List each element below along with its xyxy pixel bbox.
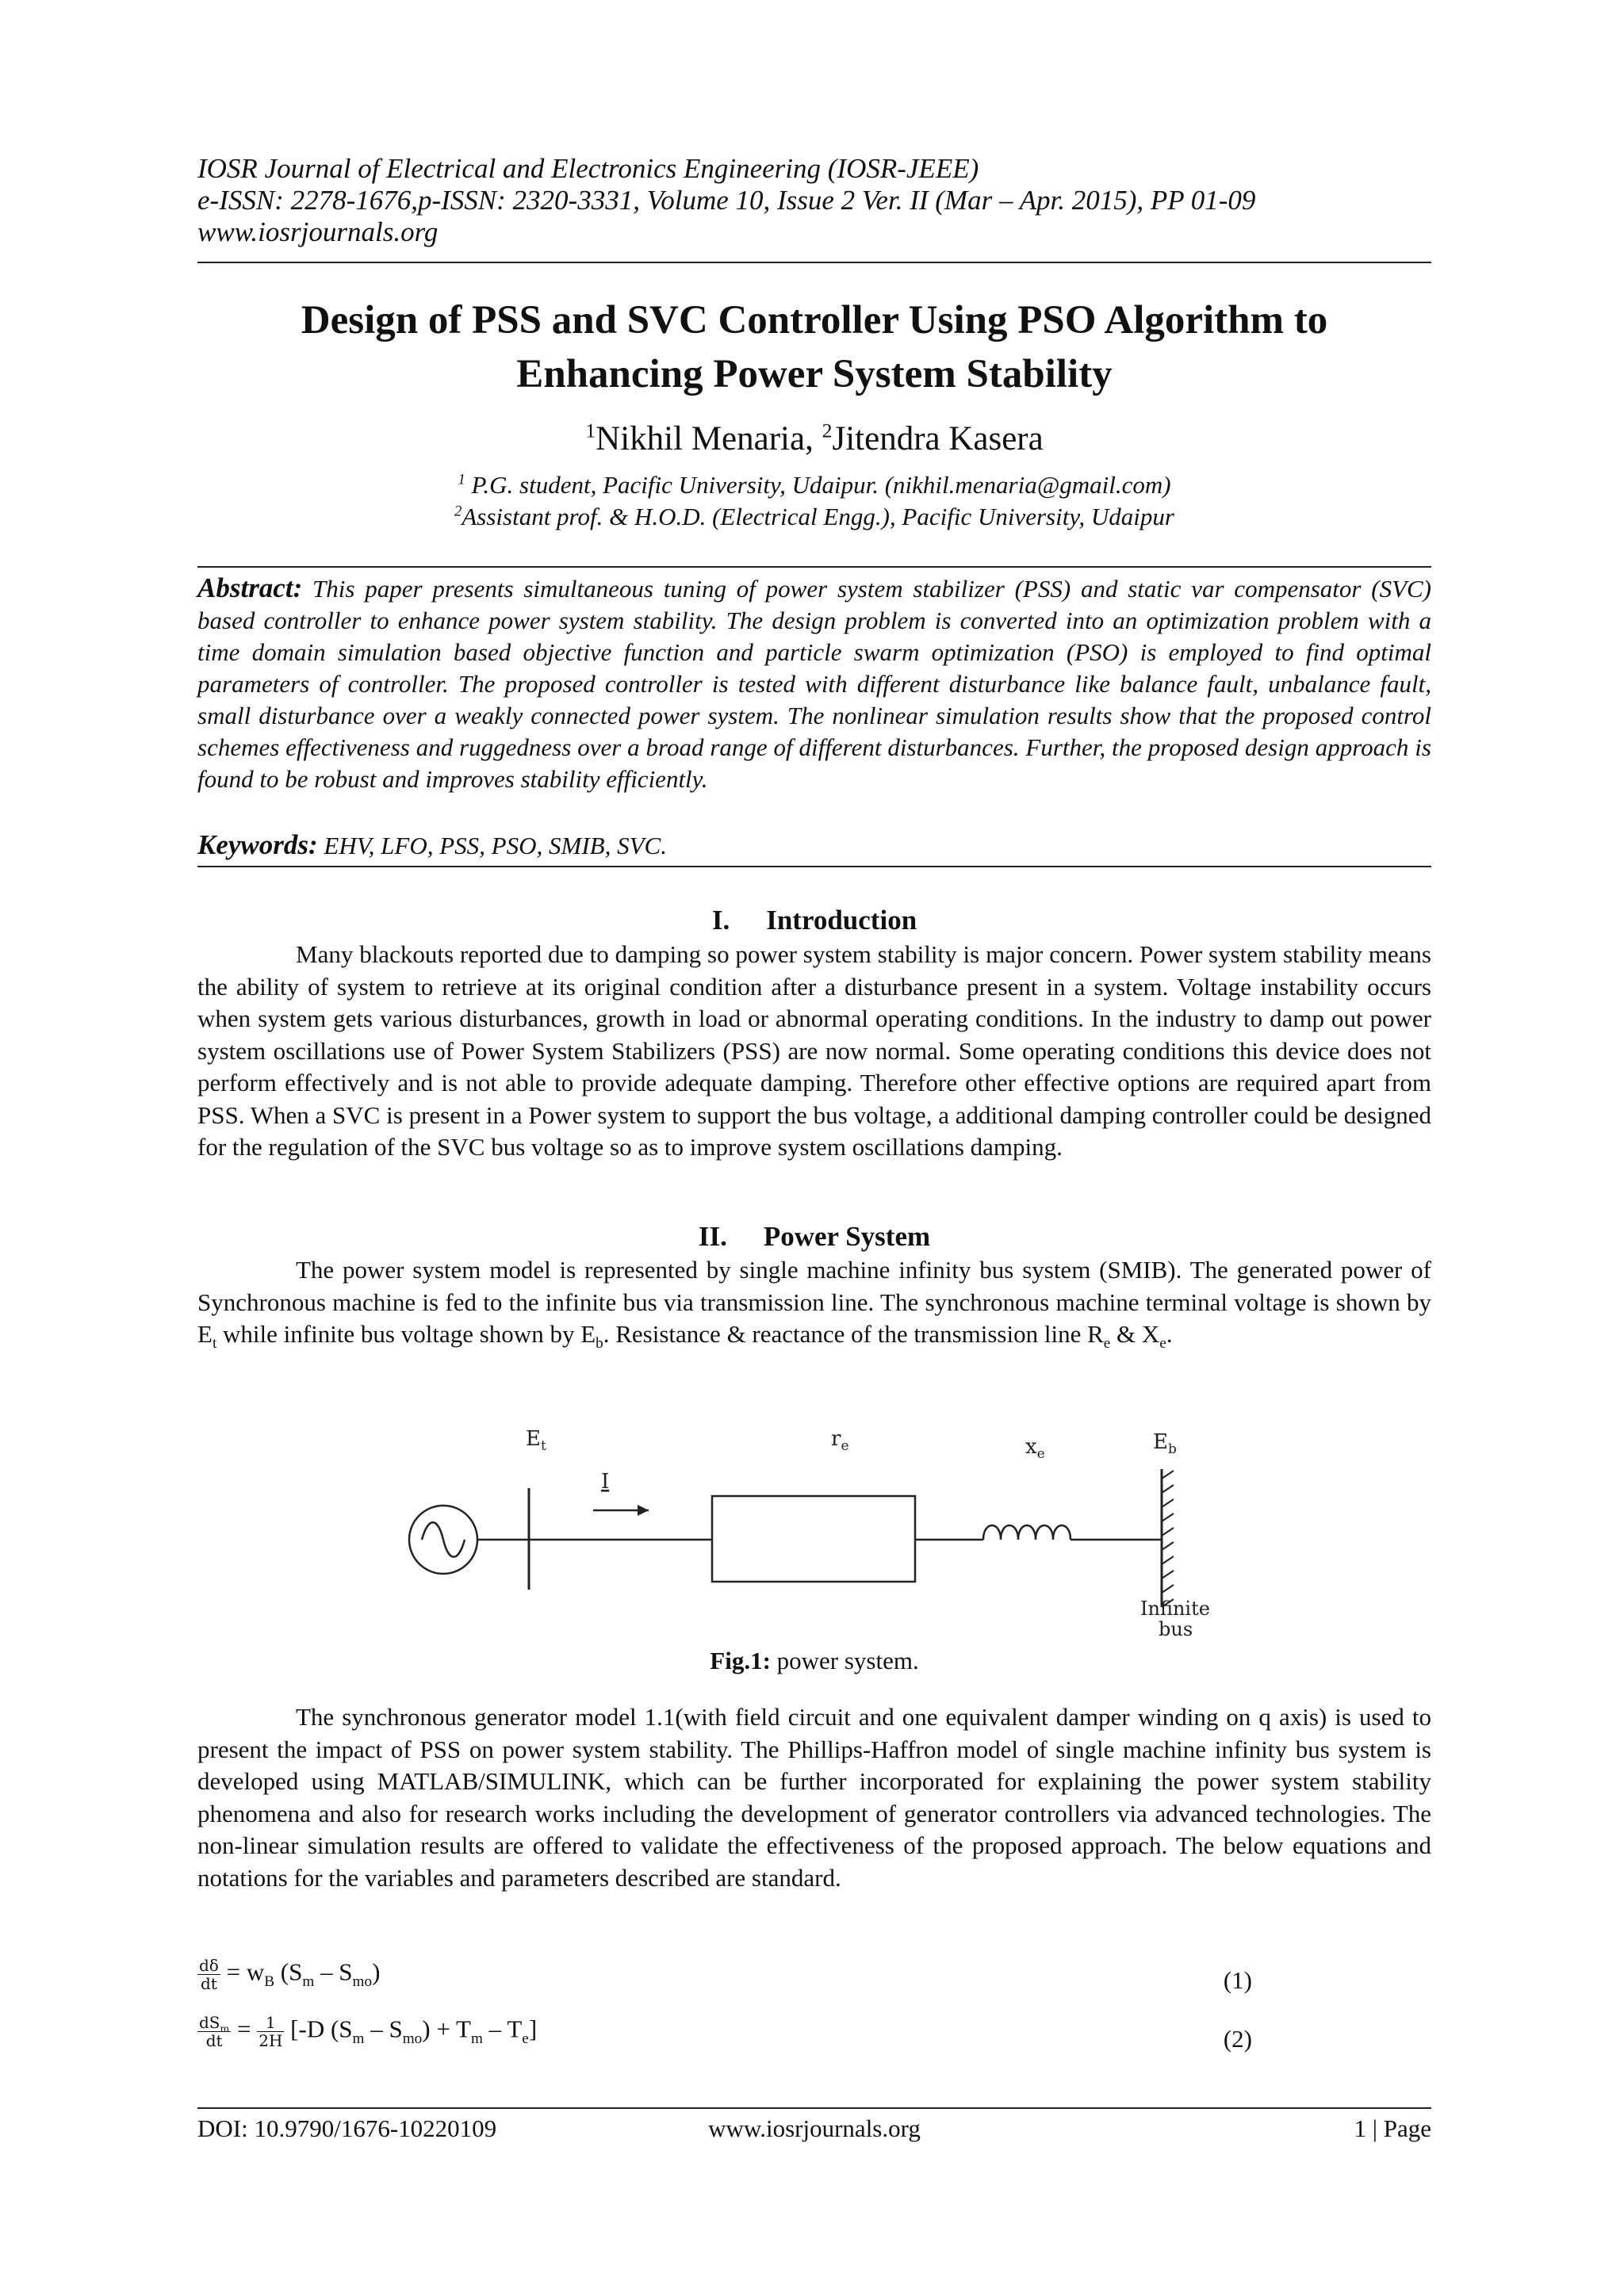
introduction-text: Many blackouts reported due to damping so power system stability is major concern. Power system stability means the ability of system to retrieve at its original condition after a disturbance present in a system. Voltage instability occurs when system gets various disturbances, growth in load or abnormal operating conditions. In the industry to damp out power system oscillations use of Power System Stabilizers (PSS) are now normal. Some operating conditions this device does not perform effectively and is not able to provide adequate damping. Therefore other effective options are required apart from PSS. When a SVC is present in a Power system to support the bus voltage, a additional damping controller could be designed for the regulation of the SVC bus voltage so as to improve system oscillations damping. xyxy=(197,940,1431,1161)
label-current: I xyxy=(601,1470,610,1494)
figure-caption-text: power system. xyxy=(770,1647,919,1674)
reactance-coil xyxy=(983,1525,1071,1540)
paper-title xyxy=(197,293,1431,401)
section-title: Power System xyxy=(763,1221,931,1252)
label-infinite: Infinite xyxy=(1140,1598,1210,1620)
footer-doi: DOI: 10.9790/1676-10220109 xyxy=(197,2114,497,2142)
author-2-marker: 2 xyxy=(822,419,833,442)
abstract-text: This paper presents simultaneous tuning of power system stabilizer (PSS) and static var compensator (SVC) based controller to enhance power system stability. The design problem is converted into an optimization problem with a time domain simulation based objective function and particle swarm optimization (PSO) is employed to find optimal parameters of controller. The proposed controller is tested with different disturbance like balance fault, unbalance fault, small disturbance over a weakly connected power system. The nonlinear simulation results show that the proposed control schemes effectiveness and ruggedness over a broad range of different disturbances. Further, the proposed design approach is found to be robust and improves stability efficiently. xyxy=(197,575,1432,793)
eq-text: = w xyxy=(220,1957,265,1986)
label-Et: $E_t$ xyxy=(526,1427,546,1454)
eq-text: ) xyxy=(372,1957,381,1986)
footer-rule xyxy=(197,2107,1431,2109)
section-heading-power-system xyxy=(197,1220,1431,1253)
equation-2 xyxy=(197,2014,1431,2061)
eq-text: ] xyxy=(528,2015,538,2043)
affiliation-2-marker: 2 xyxy=(454,503,462,520)
figure-power-system-diagram xyxy=(396,1423,1269,1645)
subscript: b xyxy=(596,1335,603,1353)
abstract xyxy=(197,572,1431,795)
fraction: $\frac{d\delta}{dt}$ xyxy=(199,1956,219,1993)
figure-caption xyxy=(197,1645,1431,1677)
footer-website[interactable]: www.iosrjournals.org xyxy=(708,2114,921,2142)
introduction-paragraph xyxy=(197,939,1431,1164)
sine-wave xyxy=(422,1522,465,1557)
power-system-paragraph xyxy=(197,1254,1431,1351)
author-2-name: Jitendra Kasera xyxy=(832,420,1044,457)
subscript: mo xyxy=(352,1973,373,1990)
para-text: . xyxy=(1166,1320,1173,1348)
eq-text: (S xyxy=(274,1957,303,1986)
affiliation-2 xyxy=(197,501,1431,533)
para-text: . Resistance & reactance of the transmission line R xyxy=(603,1320,1104,1348)
fraction: $\frac{dS_m}{dt}$ xyxy=(199,2013,230,2050)
abstract-top-rule xyxy=(197,566,1431,568)
label-Eb: $E_b$ xyxy=(1153,1430,1177,1457)
abstract-bottom-rule xyxy=(197,866,1431,867)
abstract-label: Abstract: xyxy=(197,572,303,603)
section-heading-introduction xyxy=(197,904,1431,937)
author-list xyxy=(197,419,1431,460)
eq-text: = xyxy=(231,2015,258,2043)
keywords-label: Keywords: xyxy=(197,829,318,860)
affiliation-1 xyxy=(197,469,1431,501)
keywords-text: EHV, LFO, PSS, PSO, SMIB, SVC. xyxy=(317,832,667,859)
subscript: B xyxy=(264,1973,275,1990)
keywords xyxy=(197,829,667,862)
para-text: while infinite bus voltage shown by E xyxy=(216,1320,596,1348)
section-number: I. xyxy=(711,905,730,936)
section-number: II. xyxy=(698,1221,727,1252)
equation-number: (1) xyxy=(1223,1966,1252,1994)
eq-text: ) + T xyxy=(422,2015,471,2043)
fraction: $\frac{1}{2H}$ xyxy=(259,2013,283,2050)
title-line-1: Design of PSS and SVC Controller Using PSO Algorithm to xyxy=(301,298,1328,342)
figure-caption-label: Fig.1: xyxy=(710,1647,771,1674)
journal-header xyxy=(197,153,1255,248)
ground-hatch xyxy=(1162,1471,1174,1607)
title-line-2: Enhancing Power System Stability xyxy=(516,352,1113,396)
subscript: m xyxy=(302,1973,315,1990)
subscript: e xyxy=(1159,1335,1166,1353)
author-1-marker: 1 xyxy=(585,419,596,442)
label-re: $r_e$ xyxy=(831,1427,849,1454)
para-text: The power system model is represented by single machine infinity bus system (SMIB). The generated power of Synchronous machine is fed to the infinite bus via transmission line. The synchronous machine terminal voltage is shown by E xyxy=(197,1256,1431,1348)
journal-issn: e-ISSN: 2278-1676,p-ISSN: 2320-3331, Volume 10, Issue 2 Ver. II (Mar – Apr. 2015), PP 01-09 xyxy=(197,185,1256,216)
label-bus: bus xyxy=(1159,1618,1193,1640)
eq-text: [-D (S xyxy=(284,2015,353,2043)
equation-number: (2) xyxy=(1223,2025,1252,2053)
subscript: mo xyxy=(402,2030,423,2047)
subscript: e xyxy=(522,2030,529,2047)
equation-1 xyxy=(197,1957,1431,2004)
subscript: m xyxy=(352,2030,365,2047)
section-title: Introduction xyxy=(766,905,917,936)
affiliation-2-text: Assistant prof. & H.O.D. (Electrical Engg.), Pacific University, Udaipur xyxy=(462,503,1174,530)
current-arrowhead xyxy=(638,1505,649,1516)
resistance-box xyxy=(712,1496,915,1582)
subscript: m xyxy=(470,2030,483,2047)
eq-text: – S xyxy=(314,1957,353,1986)
footer-page-number: 1 | Page xyxy=(1354,2114,1431,2142)
header-rule xyxy=(197,262,1431,263)
journal-website[interactable]: www.iosrjournals.org xyxy=(197,216,439,247)
journal-name: IOSR Journal of Electrical and Electronics Engineering (IOSR-JEEE) xyxy=(197,153,979,184)
eq-text: – S xyxy=(364,2015,403,2043)
model-text: The synchronous generator model 1.1(with field circuit and one equivalent damper winding on q axis) is used to present the impact of PSS on power system stability. The Phillips-Haffron model of single machine infinity bus system is developed using MATLAB/SIMULINK, which can be further incorporated for explaining the power system stability phenomena and also for research works including the development of generator controllers via advanced technologies. The non-linear simulation results are offered to validate the effectiveness of the proposed approach. The below equations and notations for the variables and parameters described are standard. xyxy=(197,1703,1431,1892)
affiliation-1-marker: 1 xyxy=(458,471,465,488)
affiliation-1-text: P.G. student, Pacific University, Udaipur. (nikhil.menaria@gmail.com) xyxy=(465,471,1171,499)
author-1-name: Nikhil Menaria, xyxy=(596,420,822,457)
para-text: & X xyxy=(1110,1320,1160,1348)
subscript: e xyxy=(1103,1335,1111,1353)
subscript: t xyxy=(212,1335,217,1353)
label-xe: $x_e$ xyxy=(1025,1435,1045,1462)
model-paragraph xyxy=(197,1701,1431,1894)
eq-text: – T xyxy=(482,2015,523,2043)
